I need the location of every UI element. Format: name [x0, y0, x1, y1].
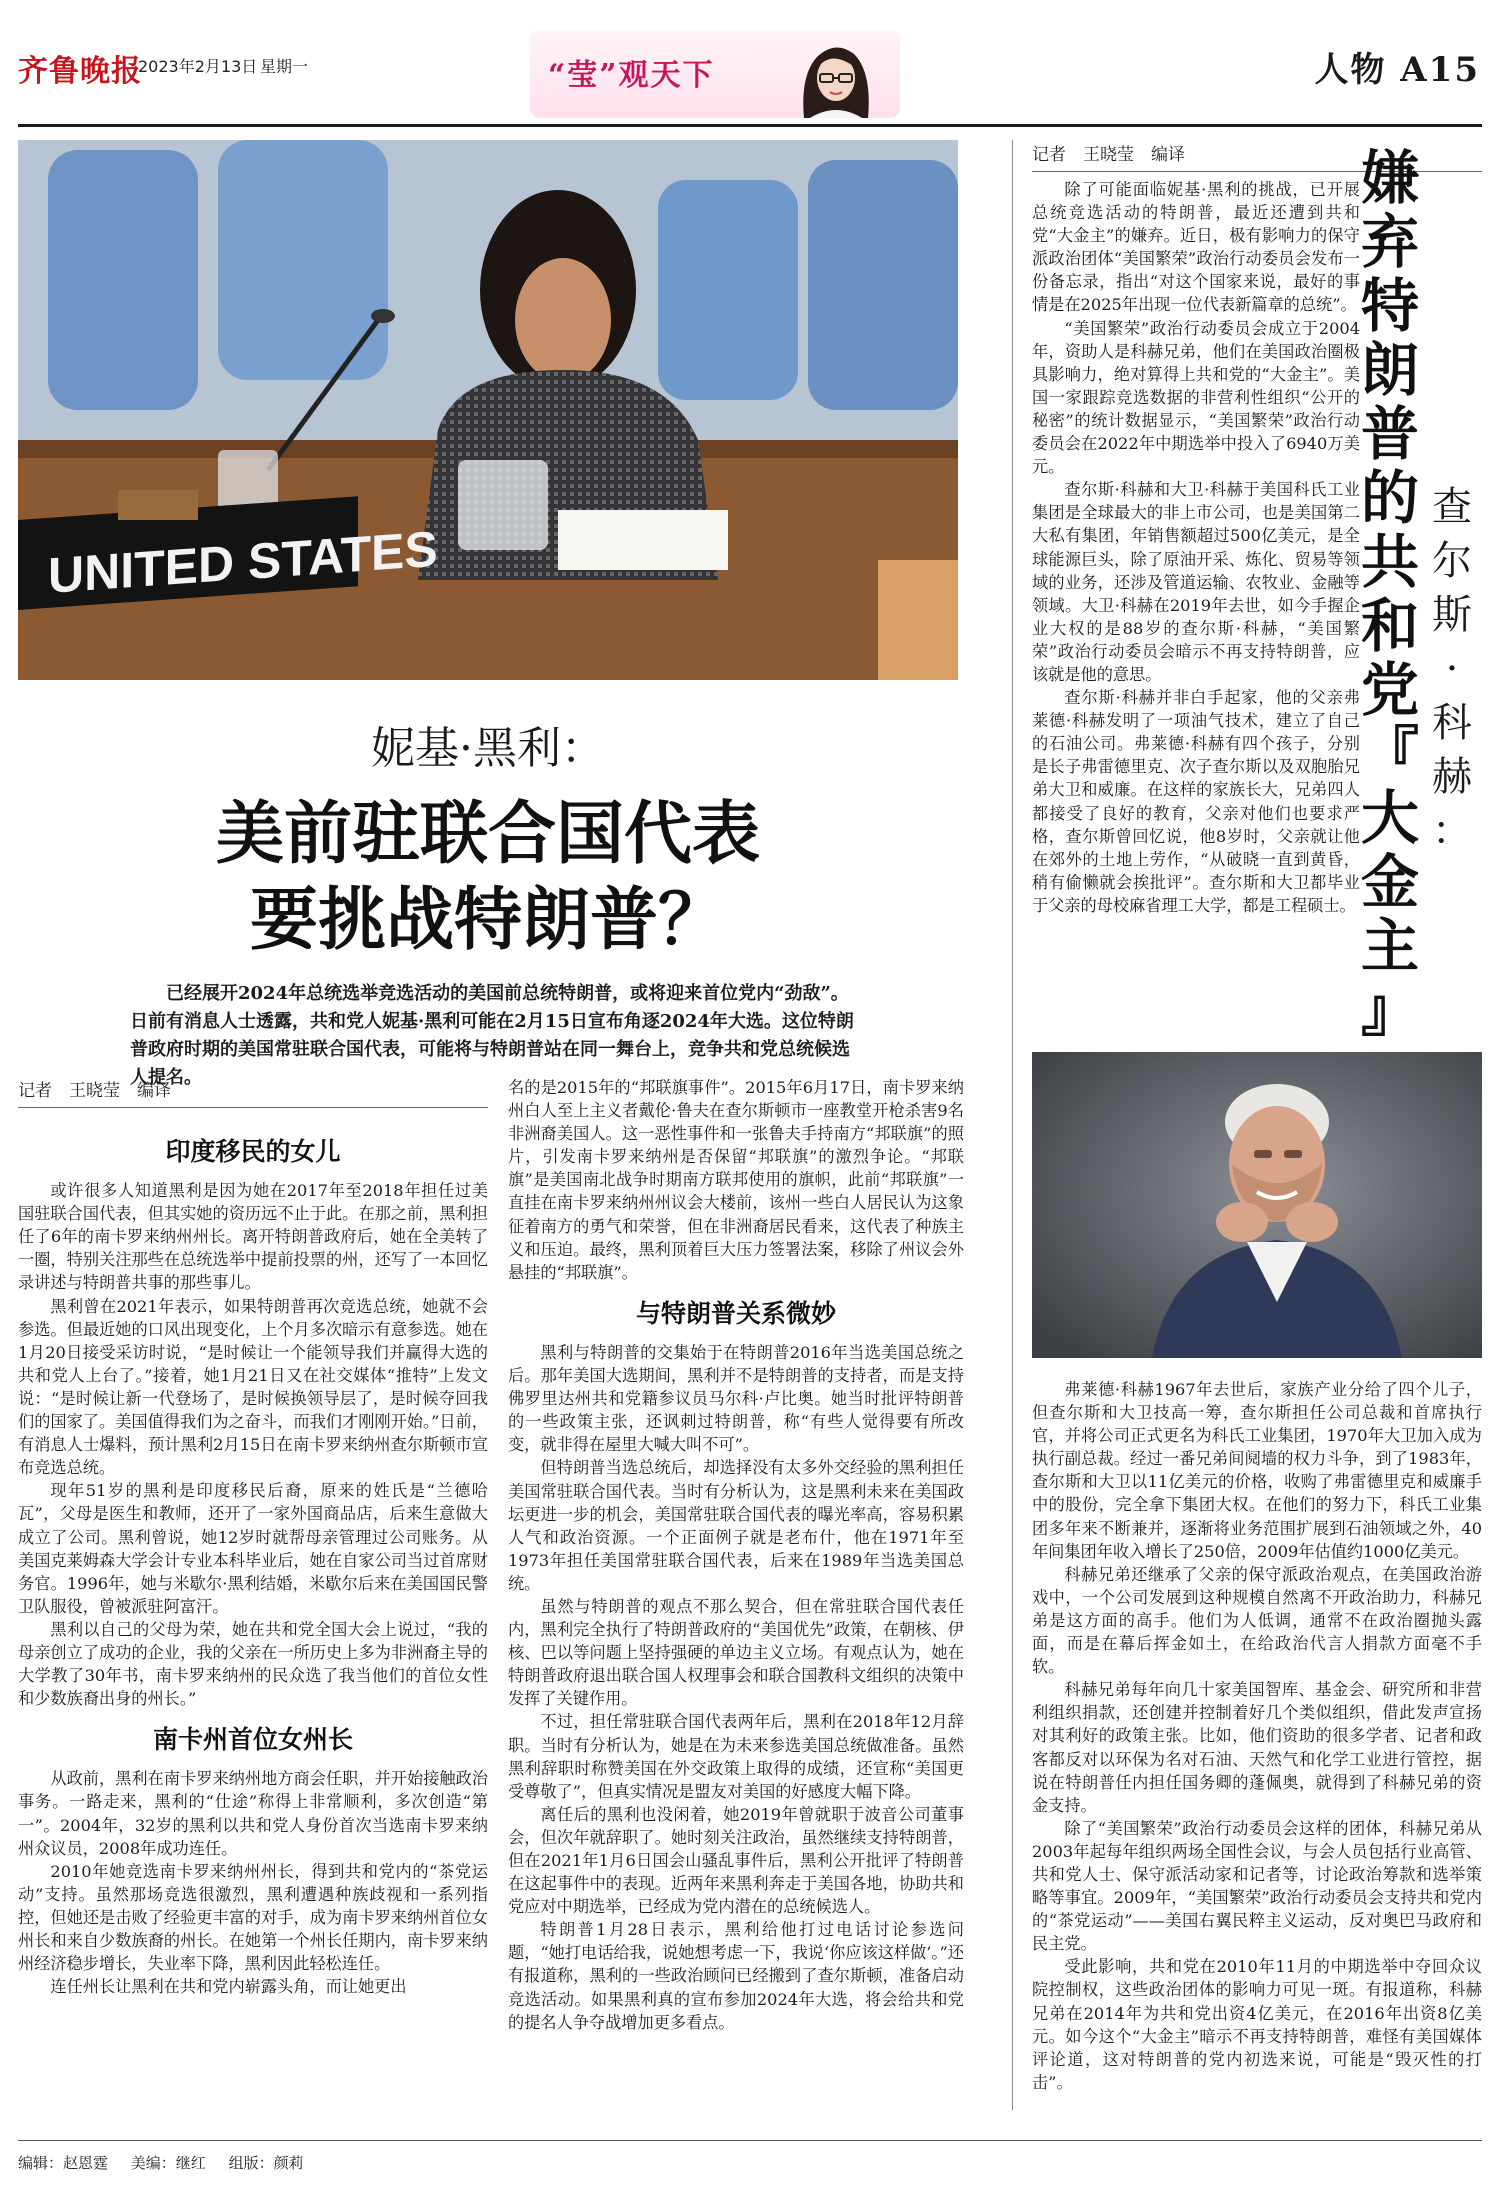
paragraph: 不过，担任常驻联合国代表两年后，黑利在2018年12月辞职。当时有分析认为，她是在为未来参选美国总统做准备。虽然黑利辞职时称赞美国在外交政策上取得的成绩，还宣称“美国更受尊敬了”，但真实情况是盟友对美国的好感度大幅下降。 [508, 1712, 964, 1801]
paragraph: 名的是2015年的“邦联旗事件”。2015年6月17日，南卡罗来纳州白人至上主义者戴伦·鲁夫在查尔斯顿市一座教堂开枪杀害9名非洲裔美国人。这一恶性事件和一张鲁夫手持南方“邦联旗”的照片，引发南卡罗来纳州是否保留“邦联旗”的激烈争论。“邦联旗”是美国南北战争时期南方联邦使用的旗帜，此前“邦联旗”一直挂在南卡罗来纳州州议会大楼前，该州一些白人居民认为这象征着南方的勇气和荣誉，但在非洲裔居民看来，这代表了种族主义和压迫。最终，黑利顶着巨大压力签署法案，移除了州议会外悬挂的“邦联旗”。 [508, 1078, 964, 1282]
page-footer [18, 2152, 322, 2173]
headline-line-1: 美前驻联合国代表 [215, 794, 760, 874]
columnist-portrait [790, 34, 882, 118]
headline-char: 查 [1432, 484, 1472, 530]
headline-line-2: 要挑战特朗普？ [249, 880, 726, 960]
paragraph: 受此影响，共和党在2010年11月的中期选举中夺回众议院控制权，这些政治团体的影响力可见一斑。有报道称，科赫兄弟在2014年为共和党出资4亿美元，在2016年出资8亿美元。如今这个“大金主”暗示不再支持特朗普，难怪有美国媒体评论道，这对特朗普的党内初选来说，可能是“毁灭性的打击”。 [1032, 1957, 1482, 2092]
paragraph: 离任后的黑利也没闲着，她2019年曾就职于波音公司董事会，但次年就辞职了。她时刻关注政治，虽然继续支持特朗普，但在2021年1月6日国会山骚乱事件后，黑利公开批评了特朗普在这起事件中的表现。近两年来黑利奔走于美国各地，协助共和党应对中期选举，已经成为党内潜在的总统候选人。 [508, 1804, 964, 1917]
paragraph: 但特朗普当选总统后，却选择没有太多外交经验的黑利担任美国常驻联合国代表。当时有分析认为，这是黑利未来在美国政坛更进一步的机会，美国常驻联合国代表的曝光率高，容易积累人气和政治资源。一个正面例子就是老布什，他在1971年至1973年担任美国常驻联合国代表，后来在1989年当选美国总统。 [508, 1458, 964, 1593]
newspaper-logo: 齐鲁晚报 [18, 54, 142, 89]
haley-photo [18, 140, 958, 680]
column-divider [1012, 140, 1013, 2110]
article-lead: 已经展开2024年总统选举竞选活动的美国前总统特朗普，或将迎来首位党内“劲敌”。日前有消息人士透露，共和党人妮基·黑利可能在2月15日宣布角逐2024年大选。这位特朗普政府时期的美国常驻联合国代表，可能将与特朗普站在同一舞台上，竞争共和党总统候选人提名。 [130, 983, 854, 1088]
layout-credit: 组版：颜莉 [228, 2154, 304, 2172]
paragraph: 黑利与特朗普的交集始于在特朗普2016年当选美国总统之后。那年美国大选期间，黑利并不是特朗普的支持者，而是支持佛罗里达州共和党籍参议员马尔科·卢比奥。她当时批评特朗普的一些政策主张，还讽刺过特朗普，称“有些人觉得要有所改变，就非得在屋里大喊大叫不可”。 [508, 1342, 964, 1455]
paragraph: 除了可能面临妮基·黑利的挑战，已开展总统竞选活动的特朗普，最近还遭到共和党“大金主”的嫌弃。近日，极有影响力的保守派政治团体“美国繁荣”政治行动委员会发布一份备忘录，指出“对这个国家来说，最好的事情是在2025年出现一位代表新篇章的总统”。 [1032, 180, 1360, 315]
paragraph: “美国繁荣”政治行动委员会成立于2004年，资助人是科赫兄弟，他们在美国政治圈极具影响力，绝对算得上共和党的“大金主”。美国一家跟踪竞选数据的非营利性组织“公开的秘密”的统计数据显示，“美国繁荣”政治行动委员会在2022年中期选举中投入了6940万美元。 [1032, 318, 1360, 477]
headline-char: 尔 [1432, 538, 1472, 584]
article-column-2 [508, 1076, 964, 2034]
footer-rule [18, 2140, 1482, 2141]
editor-credit: 编辑：赵恩霆 [18, 2154, 109, 2172]
paragraph: 除了“美国繁荣”政治行动委员会这样的团体，科赫兄弟从2003年起每年组织两场全国性会议，与会人员包括行业高管、共和党人士、保守派活动家和记者等，讨论政治筹款和选举策略等事宜。2009年，“美国繁荣”政治行动委员会支持共和党内的“茶党运动”——美国右翼民粹主义运动，反对奥巴马政府和民主党。 [1032, 1818, 1482, 1954]
headline-char: 金 [1360, 848, 1419, 916]
paragraph: 虽然与特朗普的观点不那么契合，但在常驻联合国代表任内，黑利完全执行了特朗普政府的“美国优先”政策，在朝核、伊核、巴以等问题上坚持强硬的单边主义立场。有观点认为，她在特朗普政府退出联合国人权理事会和联合国教科文组织的决策中发挥了关键作用。 [508, 1596, 964, 1709]
headline-char: · [1445, 646, 1459, 692]
paragraph: 黑利以自己的父母为荣，她在共和党全国大会上说过，“我的母亲创立了成功的企业，我的父亲在一所历史上多为非洲裔主导的大学教了30年书，南卡罗来纳州的民众选了我当他们的首位女性和少数族裔出身的州长。” [18, 1619, 488, 1709]
issue-weekday: 星期一 [260, 57, 309, 76]
section-label: 人物 A15 [1314, 50, 1480, 90]
headline-char: 『 [1360, 720, 1419, 788]
section-heading-indian-immigrant: 印度移民的女儿 [165, 1137, 341, 1166]
headline-char: ： [1432, 808, 1472, 854]
headline-char: 嫌 [1360, 144, 1419, 212]
headline-char: 朗 [1360, 336, 1419, 404]
paragraph: 或许很多人知道黑利是因为她在2017年至2018年担任过美国驻联合国代表，但其实她的资历远不止于此。在那之前，黑利担任了6年的南卡罗来纳州州长。离开特朗普政府后，她在全美转了一圈，特别关注那些在总统选举中提前投票的州，还写了一本回忆录讲述与特朗普共事的那些事儿。 [18, 1181, 488, 1293]
side-column-1 [1032, 178, 1360, 917]
paragraph: 科赫兄弟每年向几十家美国智库、基金会、研究所和非营利组织捐款，还创建并控制着好几个类似组织，借此发声宣扬对其利好的政策主张。比如，他们资助的很多学者、记者和政客都反对以环保为名对石油、天然气和化学工业进行管控，据说在特朗普任内担任国务卿的蓬佩奥，就得到了科赫兄弟的资金支持。 [1032, 1680, 1482, 1815]
headline-char: 的 [1360, 464, 1419, 532]
side-byline: 记者 王晓莹 编译 [1032, 140, 1482, 172]
headline-char: 大 [1360, 784, 1419, 852]
placard-text: UNITED STATES [48, 520, 438, 604]
headline-char: 科 [1432, 700, 1472, 746]
headline-char: 党 [1360, 656, 1419, 724]
headline-char: 斯 [1432, 592, 1472, 638]
headline-char: 特 [1360, 272, 1419, 340]
side-subhead [1424, 480, 1480, 858]
koch-photo [1032, 1052, 1482, 1358]
paragraph: 特朗普1月28日表示，黑利给他打过电话讨论参选问题，“她打电话给我，说她想考虑一下，我说‘你应该这样做’。”还有报道称，黑利的一些政治顾问已经搬到了查尔斯顿，准备启动竞选活动。如果黑利真的宣布参加2024年大选，将会给共和党的提名人争夺战增加更多看点。 [508, 1920, 964, 2032]
headline-char: 主 [1360, 912, 1419, 980]
designer-credit: 美编：继红 [130, 2154, 206, 2172]
section-heading-trump-relation: 与特朗普关系微妙 [635, 1298, 836, 1328]
paragraph: 弗莱德·科赫1967年去世后，家族产业分给了四个儿子，但查尔斯和大卫技高一筹，查尔斯担任公司总裁和首席执行官，并将公司正式更名为科氏工业集团，1970年大卫加入成为执行副总裁。经过一番兄弟间阋墙的权力斗争，到了1983年，查尔斯和大卫以11亿美元的价格，收购了弗雷德里克和威廉手中的股份，完全拿下集团大权。在他们的努力下，科氏工业集团多年来不断兼并，逐渐将业务范围扩展到石油领域之外，40年间集团年收入增长了250倍，2009年估值约1000亿美元。 [1032, 1380, 1482, 1561]
byline: 记者 王晓莹 编译 [18, 1076, 488, 1108]
side-headline [1360, 146, 1420, 1042]
paragraph: 现年51岁的黑利是印度移民后裔，原来的姓氏是“兰德哈瓦”，父母是医生和教师，还开了一家外国商品店，后来生意做大成立了公司。黑利曾说，她12岁时就帮母亲管理过公司账务。从美国克莱姆森大学会计专业本科毕业后，她在自家公司当过首席财务官。1996年，她与米歇尔·黑利结婚，米歇尔后来在美国国民警卫队服役，曾被派驻阿富汗。 [18, 1481, 488, 1616]
column-title: “莹”观天下 [548, 58, 715, 93]
paragraph: 科赫兄弟还继承了父亲的保守派政治观点，在美国政治游戏中，一个公司发展到这种规模自然离不开政治助力，科赫兄弟是这方面的高手。他们为人低调，通常不在政治圈抛头露面，而是在幕后挥金如土，在给政治代言人捐款方面毫不手软。 [1032, 1564, 1482, 1677]
section-heading-first-governor: 南卡州首位女州长 [152, 1725, 353, 1755]
headline-char: 』 [1360, 976, 1419, 1044]
article-subhead: 妮基·黑利： [371, 723, 605, 774]
paragraph: 2010年她竞选南卡罗来纳州州长，得到共和党内的“茶党运动”支持。虽然那场竞选很激烈，黑利遭遇种族歧视和一系列指控，但她还是击败了经验更丰富的对手，成为南卡罗来纳州首位女州长和来自少数族裔的州长。在她第一个州长任期内，南卡罗来纳州经济稳步增长，失业率下降，黑利因此轻松连任。 [18, 1861, 488, 1974]
headline-char: 弃 [1360, 208, 1419, 276]
headline-char: 共 [1360, 528, 1419, 596]
masthead [0, 0, 1500, 130]
paragraph: 从政前，黑利在南卡罗来纳州地方商会任职，并开始接触政治事务。一路走来，黑利的“仕途”称得上非常顺利，多次创造“第一”。2004年，32岁的黑利以共和党人身份首次当选南卡罗来纳州众议员，2008年成功连任。 [18, 1769, 488, 1858]
headline-char: 和 [1360, 592, 1419, 660]
issue-date: 2023年2月13日 [138, 57, 258, 76]
masthead-rule [18, 124, 1482, 127]
headline-char: 普 [1360, 400, 1419, 468]
paragraph: 连任州长让黑利在共和党内崭露头角，而让她更出 [50, 1977, 407, 1997]
paragraph: 查尔斯·科赫和大卫·科赫于美国科氏工业集团是全球最大的非上市公司，也是美国第二大私有集团，年销售额超过500亿美元，是全球能源巨头，除了原油开采、炼化、贸易等领域的业务，还涉及管道运输、农牧业、金融等领域。大卫·科赫在2019年去世，如今手握企业大权的是88岁的查尔斯·科赫，“美国繁荣”政治行动委员会暗示不再支持特朗普，应该就是他的意思。 [1032, 480, 1360, 684]
paragraph: 查尔斯·科赫并非白手起家，他的父亲弗莱德·科赫发明了一项油气技术，建立了自己的石油公司。弗莱德·科赫有四个孩子，分别是长子弗雷德里克、次子查尔斯以及双胞胎兄弟大卫和威廉。在这样的家族长大，兄弟四人都接受了良好的教育，父亲对他们也要求严格，查尔斯曾回忆说，他8岁时，父亲就让他在郊外的土地上劳作，“从破晓一直到黄昏，稍有偷懒就会挨批评”。查尔斯和大卫都毕业于父亲的母校麻省理工大学，都是工程硕士。 [1032, 688, 1360, 915]
article-column-1 [18, 1137, 488, 1998]
side-column-2 [1032, 1378, 1482, 2094]
headline-char: 赫 [1432, 754, 1472, 800]
paragraph: 黑利曾在2021年表示，如果特朗普再次竞选总统，她就不会参选。但最近她的口风出现变化，上个月多次暗示有意参选。她在1月20日接受采访时说，“是时候让一个能领导我们并赢得大选的共和党人上台了。”接着，她1月21日又在社交媒体“推特”上发文说：“是时候让新一代登场了，是时候换领导层了，是时候夺回我们的国家了。美国值得我们为之奋斗，而我们才刚刚开始。”日前，有消息人士爆料，预计黑利2月15日在南卡罗来纳州查尔斯顿市宣布竞选总统。 [18, 1296, 488, 1478]
